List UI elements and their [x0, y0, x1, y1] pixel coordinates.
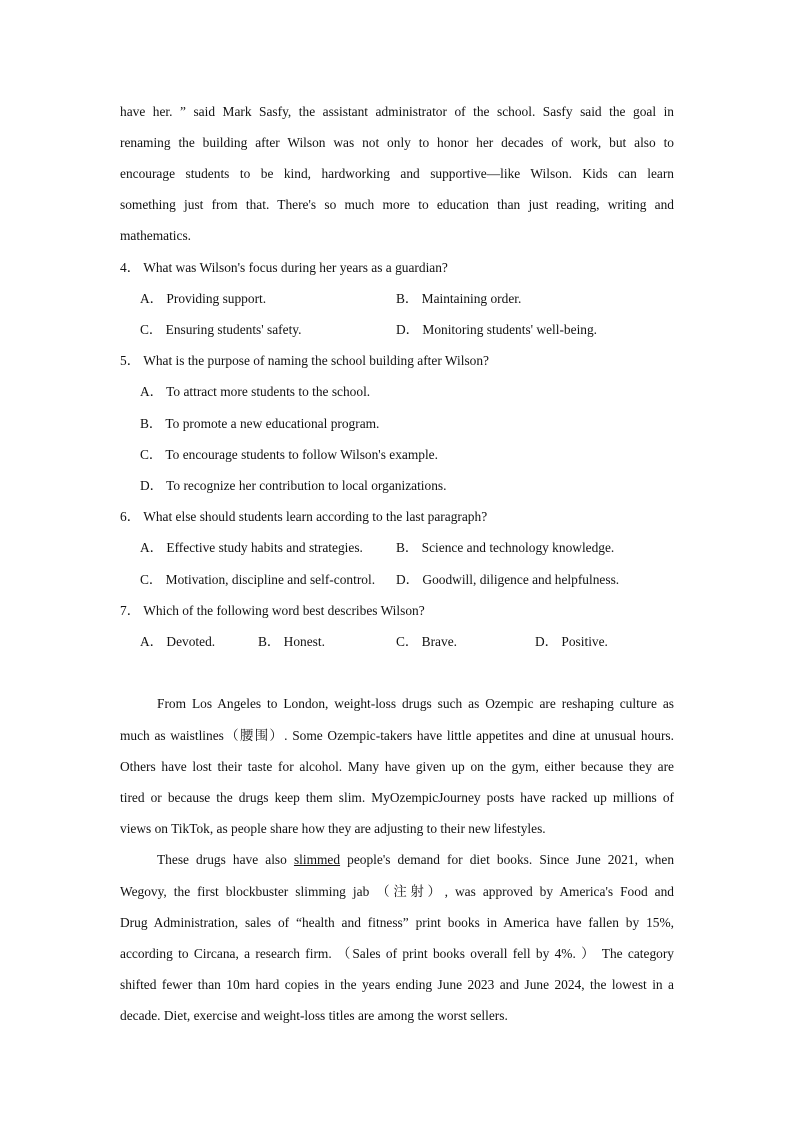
option-c: C． To encourage students to follow Wilson's example.: [140, 447, 438, 462]
option-a: A． Effective study habits and strategies.: [140, 540, 363, 555]
question-stem: 6． What else should students learn according to the last paragraph?: [120, 509, 488, 524]
paragraph-line: Wegovy, the first blockbuster slimming jab （注射）, was approved by America's Food and: [120, 884, 674, 899]
paragraph-line: encourage students to be kind, hardworking and supportive—like Wilson. Kids can learn: [120, 166, 674, 181]
option-a: A． Providing support.: [140, 291, 267, 306]
paragraph-line: decade. Diet, exercise and weight-loss titles are among the worst sellers.: [120, 1008, 508, 1023]
option-a: A． To attract more students to the school.: [140, 384, 371, 399]
question-stem: 7． Which of the following word best describes Wilson?: [120, 603, 425, 618]
paragraph-line: mathematics.: [120, 228, 192, 243]
question-stem: 5． What is the purpose of naming the school building after Wilson?: [120, 353, 490, 368]
underlined-word: slimmed: [293, 852, 341, 867]
option-d: D． Positive.: [535, 634, 608, 649]
paragraph-line: something just from that. There's so much more to education than just reading, writing and: [120, 197, 674, 212]
option-d: D． Goodwill, diligence and helpfulness.: [396, 572, 620, 587]
question-stem: 4． What was Wilson's focus during her years as a guardian?: [120, 260, 448, 275]
paragraph-line: Others have lost their taste for alcohol. Many have given up on the gym, either because they are: [120, 759, 674, 774]
paragraph-line: tired or because the drugs keep them slim. MyOzempicJourney posts have racked up millions of: [120, 790, 674, 805]
paragraph-line: renaming the building after Wilson was not only to honor her decades of work, but also to: [120, 135, 674, 150]
option-b: B． Maintaining order.: [396, 291, 522, 306]
paragraph-line: much as waistlines（腰围）. Some Ozempic-takers have little appetites and dine at unusual hours.: [120, 728, 674, 743]
option-c: C． Motivation, discipline and self-control.: [140, 572, 376, 587]
paragraph-line: according to Circana, a research firm. （Sales of print books overall fell by 4%. ） The category: [120, 946, 674, 961]
option-b: B． To promote a new educational program.: [140, 416, 380, 431]
option-c: C． Brave.: [396, 634, 457, 649]
option-b: B． Science and technology knowledge.: [396, 540, 615, 555]
option-d: D． Monitoring students' well-being.: [396, 322, 598, 337]
paragraph-line: Drug Administration, sales of “health and fitness” print books in America have fallen by 15%,: [120, 915, 674, 930]
text-span: people's demand for diet books. Since June 2021, when: [340, 852, 675, 867]
paragraph-line: views on TikTok, as people share how they are adjusting to their new lifestyles.: [120, 821, 546, 836]
paragraph-line: [157, 852, 674, 868]
option-b: B． Honest.: [258, 634, 325, 649]
text-span: These drugs have also: [157, 852, 294, 867]
paragraph-line: From Los Angeles to London, weight-loss drugs such as Ozempic are reshaping culture as: [157, 696, 674, 711]
option-a: A． Devoted.: [140, 634, 216, 649]
paragraph-line: shifted fewer than 10m hard copies in the years ending June 2023 and June 2024, the lowest in a: [120, 977, 674, 992]
option-d: D． To recognize her contribution to local organizations.: [140, 478, 447, 493]
option-c: C． Ensuring students' safety.: [140, 322, 302, 337]
paragraph-line: have her. ” said Mark Sasfy, the assistant administrator of the school. Sasfy said the goal in: [120, 104, 674, 119]
